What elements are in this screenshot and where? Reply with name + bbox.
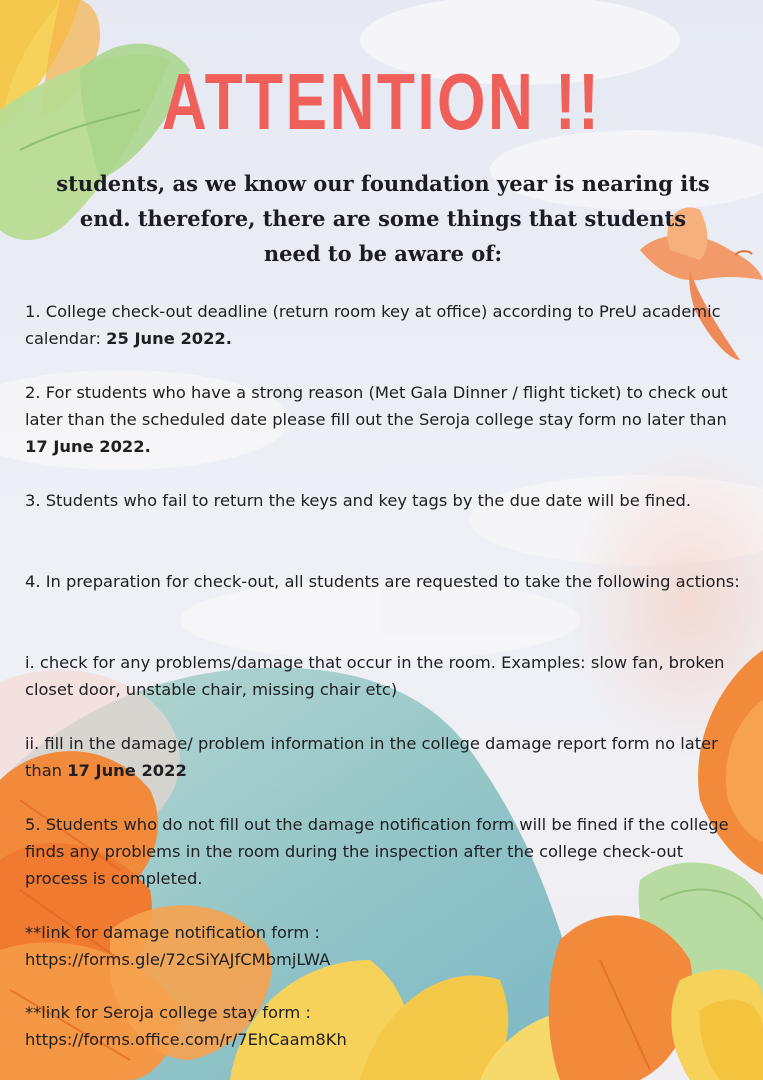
item-3: 3. Students who fail to return the keys and key tags by the due date will be fined. xyxy=(25,491,691,510)
item-2 xyxy=(25,379,747,460)
damage-form-link-block xyxy=(25,919,747,973)
item-4: 4. In preparation for check-out, all students are requested to take the following actions: xyxy=(25,572,740,591)
item-4-ii xyxy=(25,730,747,784)
page-title: ATTENTION !! xyxy=(161,57,602,146)
item-1-text: 1. College check-out deadline (return room key at office) according to PreU academic calendar: xyxy=(25,302,721,348)
item-5: 5. Students who do not fill out the damage notification form will be fined if the college finds any problems in the room during the inspection after the college check-out process is completed. xyxy=(25,815,729,888)
item-1 xyxy=(25,298,747,352)
item-2-date: 17 June 2022. xyxy=(25,437,151,456)
stay-form-link-label: **link for Seroja college stay form : xyxy=(25,1003,311,1022)
stay-form-link-block xyxy=(25,999,747,1053)
item-2-text: 2. For students who have a strong reason (Met Gala Dinner / flight ticket) to check out later than the scheduled date please fill out the Seroja college stay form no later than xyxy=(25,383,728,429)
intro-text: students, as we know our foundation year is nearing its end. therefore, there are some things that students need to be aware of: xyxy=(56,171,710,266)
item-1-date: 25 June 2022. xyxy=(106,329,232,348)
item-4-i: i. check for any problems/damage that occur in the room. Examples: slow fan, broken closet door, unstable chair, missing chair etc) xyxy=(25,653,725,699)
damage-form-link-label: **link for damage notification form : xyxy=(25,923,320,942)
item-4-ii-text: ii. fill in the damage/ problem information in the college damage report form no later than xyxy=(25,734,718,780)
stay-form-link[interactable]: https://forms.office.com/r/7EhCaam8Kh xyxy=(25,1030,347,1049)
item-4-ii-date: 17 June 2022 xyxy=(67,761,187,780)
damage-form-link[interactable]: https://forms.gle/72cSiYAJfCMbmjLWA xyxy=(25,950,331,969)
